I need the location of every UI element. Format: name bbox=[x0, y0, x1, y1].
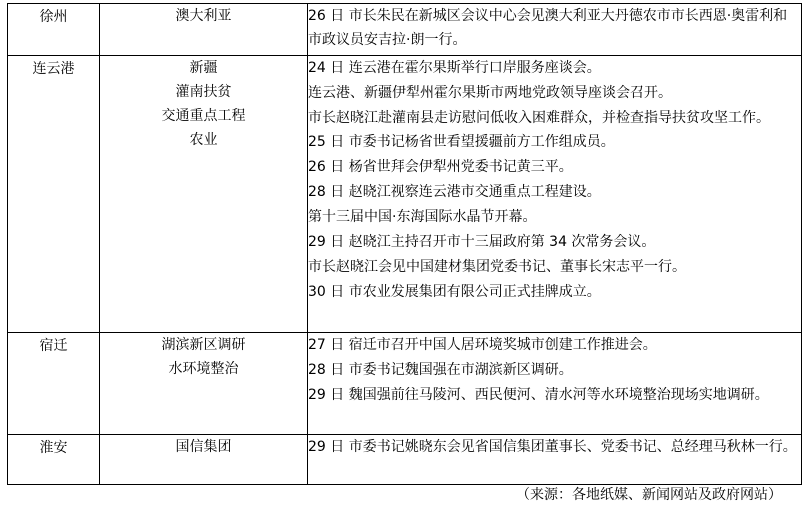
topic-item: 水环境整治 bbox=[168, 361, 239, 377]
topic-item: 国信集团 bbox=[175, 439, 232, 455]
events-cell bbox=[308, 56, 802, 333]
topic-item: 农业 bbox=[189, 132, 218, 148]
event-item: 24 日 连云港在霍尔果斯举行口岸服务座谈会。 bbox=[308, 60, 601, 76]
events-cell bbox=[308, 333, 802, 435]
topic-item: 湖滨新区调研 bbox=[161, 337, 246, 353]
event-item: 市长赵晓江会见中国建材集团党委书记、董事长宋志平一行。 bbox=[308, 259, 686, 275]
event-item: 29 日 市委书记姚晓东会见省国信集团董事长、党委书记、总经理马秋林一行。 bbox=[308, 439, 797, 455]
topic-cell bbox=[100, 333, 308, 435]
event-item: 29 日 魏国强前往马陵河、西民便河、清水河等水环境整治现场实地调研。 bbox=[308, 387, 769, 403]
topic-cell bbox=[100, 56, 308, 333]
event-item: 29 日 赵晓江主持召开市十三届政府第 34 次常务会议。 bbox=[308, 234, 656, 250]
event-item: 28 日 市委书记魏国强在市湖滨新区调研。 bbox=[308, 362, 573, 378]
event-item: 26 日 市长朱民在新城区会议中心会见澳大利亚大丹德农市市长西恩·奥雷利和市政议员安吉拉·朗一行。 bbox=[308, 8, 788, 48]
event-item: 连云港、新疆伊犁州霍尔果斯市两地党政领导座谈会召开。 bbox=[308, 85, 672, 101]
table-row bbox=[8, 333, 802, 435]
event-item: 第十三届中国·东海国际水晶节开幕。 bbox=[308, 209, 537, 225]
source-note: （来源：各地纸媒、新闻网站及政府网站） bbox=[516, 487, 782, 503]
city-cell: 淮安 bbox=[8, 435, 100, 485]
table-row bbox=[8, 56, 802, 333]
events-table bbox=[7, 3, 802, 485]
event-item: 27 日 宿迁市召开中国人居环境奖城市创建工作推进会。 bbox=[308, 337, 657, 353]
topic-item: 交通重点工程 bbox=[161, 108, 246, 124]
city-cell: 宿迁 bbox=[8, 333, 100, 435]
event-item: 26 日 杨省世拜会伊犁州党委书记黄三平。 bbox=[308, 159, 573, 175]
event-item: 25 日 市委书记杨省世看望援疆前方工作组成员。 bbox=[308, 134, 615, 150]
event-item: 30 日 市农业发展集团有限公司正式挂牌成立。 bbox=[308, 284, 601, 300]
city-cell: 徐州 bbox=[8, 4, 100, 56]
events-cell bbox=[308, 4, 802, 56]
topic-item: 澳大利亚 bbox=[175, 8, 232, 24]
city-cell: 连云港 bbox=[8, 56, 100, 333]
topic-item: 新疆 bbox=[189, 60, 218, 76]
table-row bbox=[8, 4, 802, 56]
event-item: 市长赵晓江赴灌南县走访慰问低收入困难群众，并检查指导扶贫攻坚工作。 bbox=[308, 110, 770, 126]
event-item: 28 日 赵晓江视察连云港市交通重点工程建设。 bbox=[308, 184, 601, 200]
topic-cell bbox=[100, 4, 308, 56]
topic-item: 灌南扶贫 bbox=[175, 84, 232, 100]
topic-cell bbox=[100, 435, 308, 485]
table-row bbox=[8, 435, 802, 485]
events-cell bbox=[308, 435, 802, 485]
